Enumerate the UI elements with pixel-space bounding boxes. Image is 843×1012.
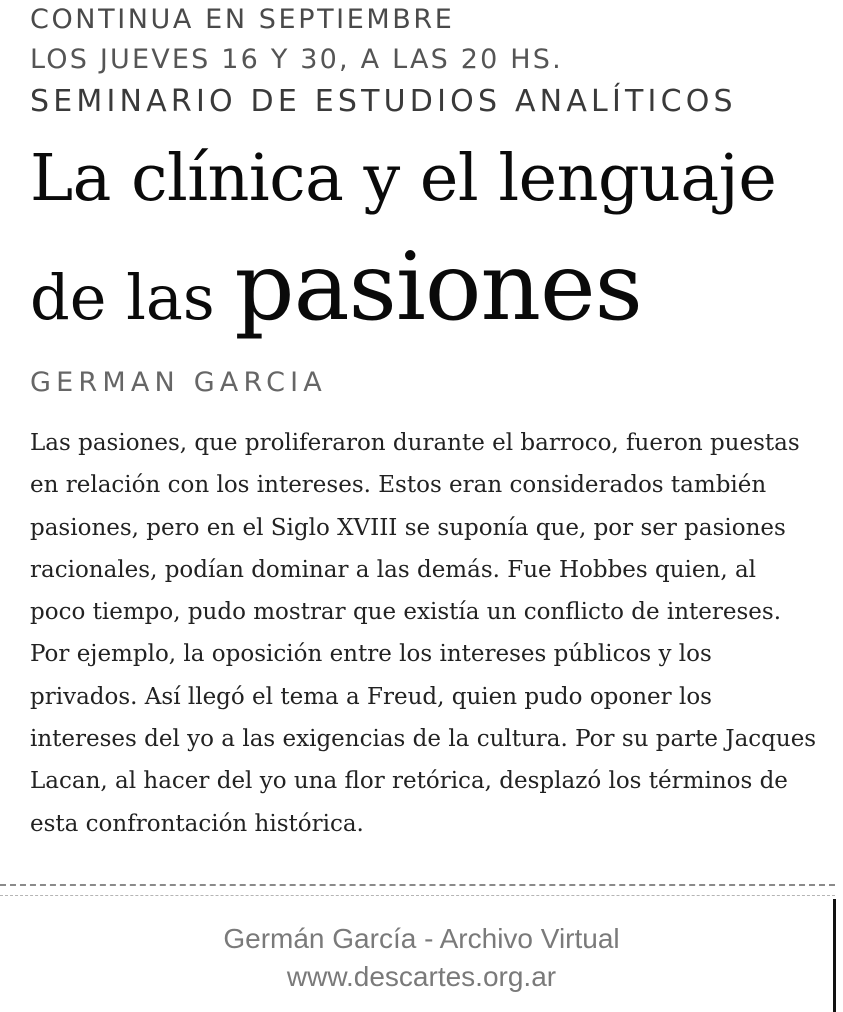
announcement-continua: CONTINUA EN SEPTIEMBRE — [30, 4, 455, 35]
body-line: esta confrontación histórica. — [30, 810, 364, 837]
body-line: racionales, podían dominar a las demás. Fue Hobbes quien, al — [30, 556, 757, 583]
body-line: privados. Así llegó el tema a Freud, quien pudo oponer los — [30, 683, 712, 710]
author-name: GERMAN GARCIA — [30, 367, 327, 398]
announcement-schedule: LOS JUEVES 16 Y 30, A LAS 20 HS. — [30, 44, 563, 75]
body-line: en relación con los intereses. Estos eran considerados también — [30, 472, 767, 499]
body-line: Por ejemplo, la oposición entre los intereses públicos y los — [30, 641, 712, 668]
dashed-divider — [0, 884, 835, 886]
body-line: poco tiempo, pudo mostrar que existía un conflicto de intereses. — [30, 599, 782, 626]
archive-url: www.descartes.org.ar — [286, 961, 557, 992]
article-title-line-1: La clínica y el lenguaje — [30, 141, 777, 216]
body-line: Lacan, al hacer del yo una flor retórica, desplazó los términos de — [30, 768, 788, 795]
title-emphasis: pasiones — [234, 233, 642, 342]
body-line: Las pasiones, que proliferaron durante el barroco, fueron puestas — [30, 430, 800, 456]
body-line: intereses del yo a las exigencias de la cultura. Por su parte Jacques — [30, 726, 817, 753]
dashed-divider-secondary — [0, 895, 835, 896]
article-title-line-2 — [30, 232, 642, 345]
seminar-name: SEMINARIO DE ESTUDIOS ANALÍTICOS — [30, 84, 737, 119]
body-line: pasiones, pero en el Siglo XVIII se suponía que, por ser pasiones — [30, 514, 786, 541]
article-body — [30, 422, 842, 845]
title-prefix: de las — [30, 261, 235, 334]
archive-footer — [0, 920, 843, 996]
archive-credit: Germán García - Archivo Virtual — [223, 923, 620, 954]
